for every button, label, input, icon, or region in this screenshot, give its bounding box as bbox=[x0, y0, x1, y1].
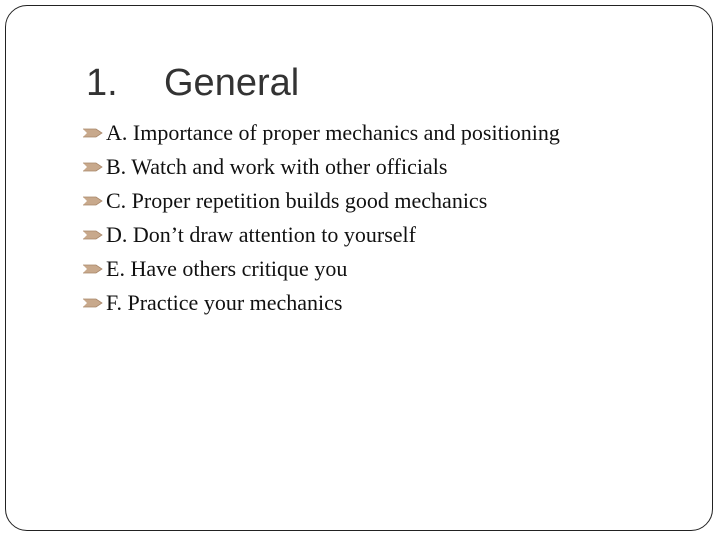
bullet-text: F. Practice your mechanics bbox=[106, 290, 343, 315]
ribbon-arrow-icon bbox=[82, 194, 104, 208]
ribbon-arrow-icon bbox=[82, 160, 104, 174]
bullet-text: E. Have others critique you bbox=[106, 256, 348, 281]
ribbon-arrow-icon bbox=[82, 228, 104, 242]
bullet-text: B. Watch and work with other officials bbox=[106, 154, 448, 179]
bullet-item bbox=[82, 286, 560, 320]
title-text: General bbox=[164, 62, 300, 104]
title-number: 1. bbox=[86, 62, 118, 104]
bullet-list bbox=[82, 116, 560, 320]
bullet-text: C. Proper repetition builds good mechanics bbox=[106, 188, 488, 213]
ribbon-arrow-icon bbox=[82, 126, 104, 140]
ribbon-arrow-icon bbox=[82, 262, 104, 276]
bullet-item bbox=[82, 252, 560, 286]
bullet-text: D. Don’t draw attention to yourself bbox=[106, 222, 416, 247]
ribbon-arrow-icon bbox=[82, 296, 104, 310]
slide-title bbox=[86, 64, 299, 102]
bullet-text: A. Importance of proper mechanics and positioning bbox=[106, 120, 560, 145]
bullet-item bbox=[82, 116, 560, 150]
bullet-item bbox=[82, 150, 560, 184]
bullet-item bbox=[82, 218, 560, 252]
bullet-item bbox=[82, 184, 560, 218]
